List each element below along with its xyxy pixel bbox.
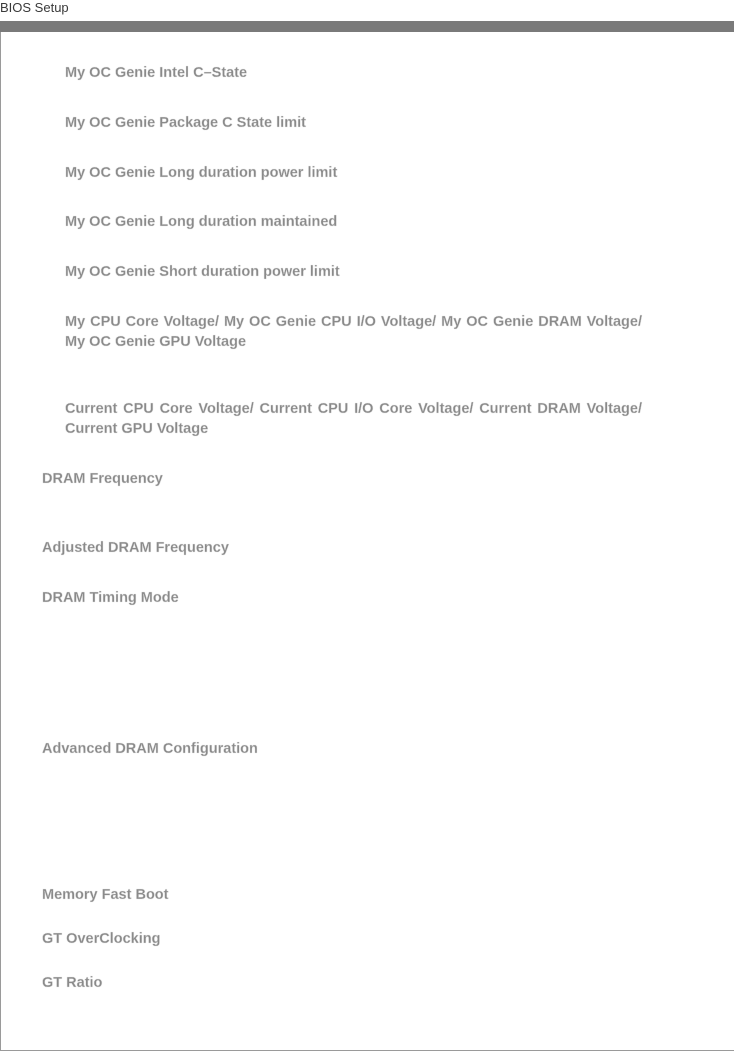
item-dram-frequency: DRAM Frequency (42, 471, 163, 487)
item-advanced-dram-configuration: Advanced DRAM Configuration (42, 741, 258, 757)
item-long-duration-power-limit: My OC Genie Long duration power limit (65, 165, 338, 181)
item-gt-overclocking: GT OverClocking (42, 931, 161, 947)
item-dram-timing-mode: DRAM Timing Mode (42, 590, 179, 606)
item-my-voltages: My CPU Core Voltage/ My OC Genie CPU I/O Voltage/ My OC Genie DRAM Voltage/ My OC Genie GPU Voltage (65, 314, 642, 350)
page-header-title: BIOS Setup (0, 0, 69, 15)
item-gt-ratio: GT Ratio (42, 975, 103, 991)
page-frame-left-border (0, 32, 1, 1051)
item-intel-c-state: My OC Genie Intel C–State (65, 65, 248, 81)
item-memory-fast-boot: Memory Fast Boot (42, 887, 169, 903)
item-adjusted-dram-frequency: Adjusted DRAM Frequency (42, 540, 229, 556)
item-long-duration-maintained: My OC Genie Long duration maintained (65, 214, 338, 230)
item-package-c-state-limit: My OC Genie Package C State limit (65, 115, 306, 131)
item-short-duration-power-limit: My OC Genie Short duration power limit (65, 264, 340, 280)
header-bar (0, 21, 734, 32)
item-current-voltages: Current CPU Core Voltage/ Current CPU I/O Core Voltage/ Current DRAM Voltage/ Current GPU Voltage (65, 401, 642, 437)
page-frame-bottom-border (0, 1050, 734, 1051)
